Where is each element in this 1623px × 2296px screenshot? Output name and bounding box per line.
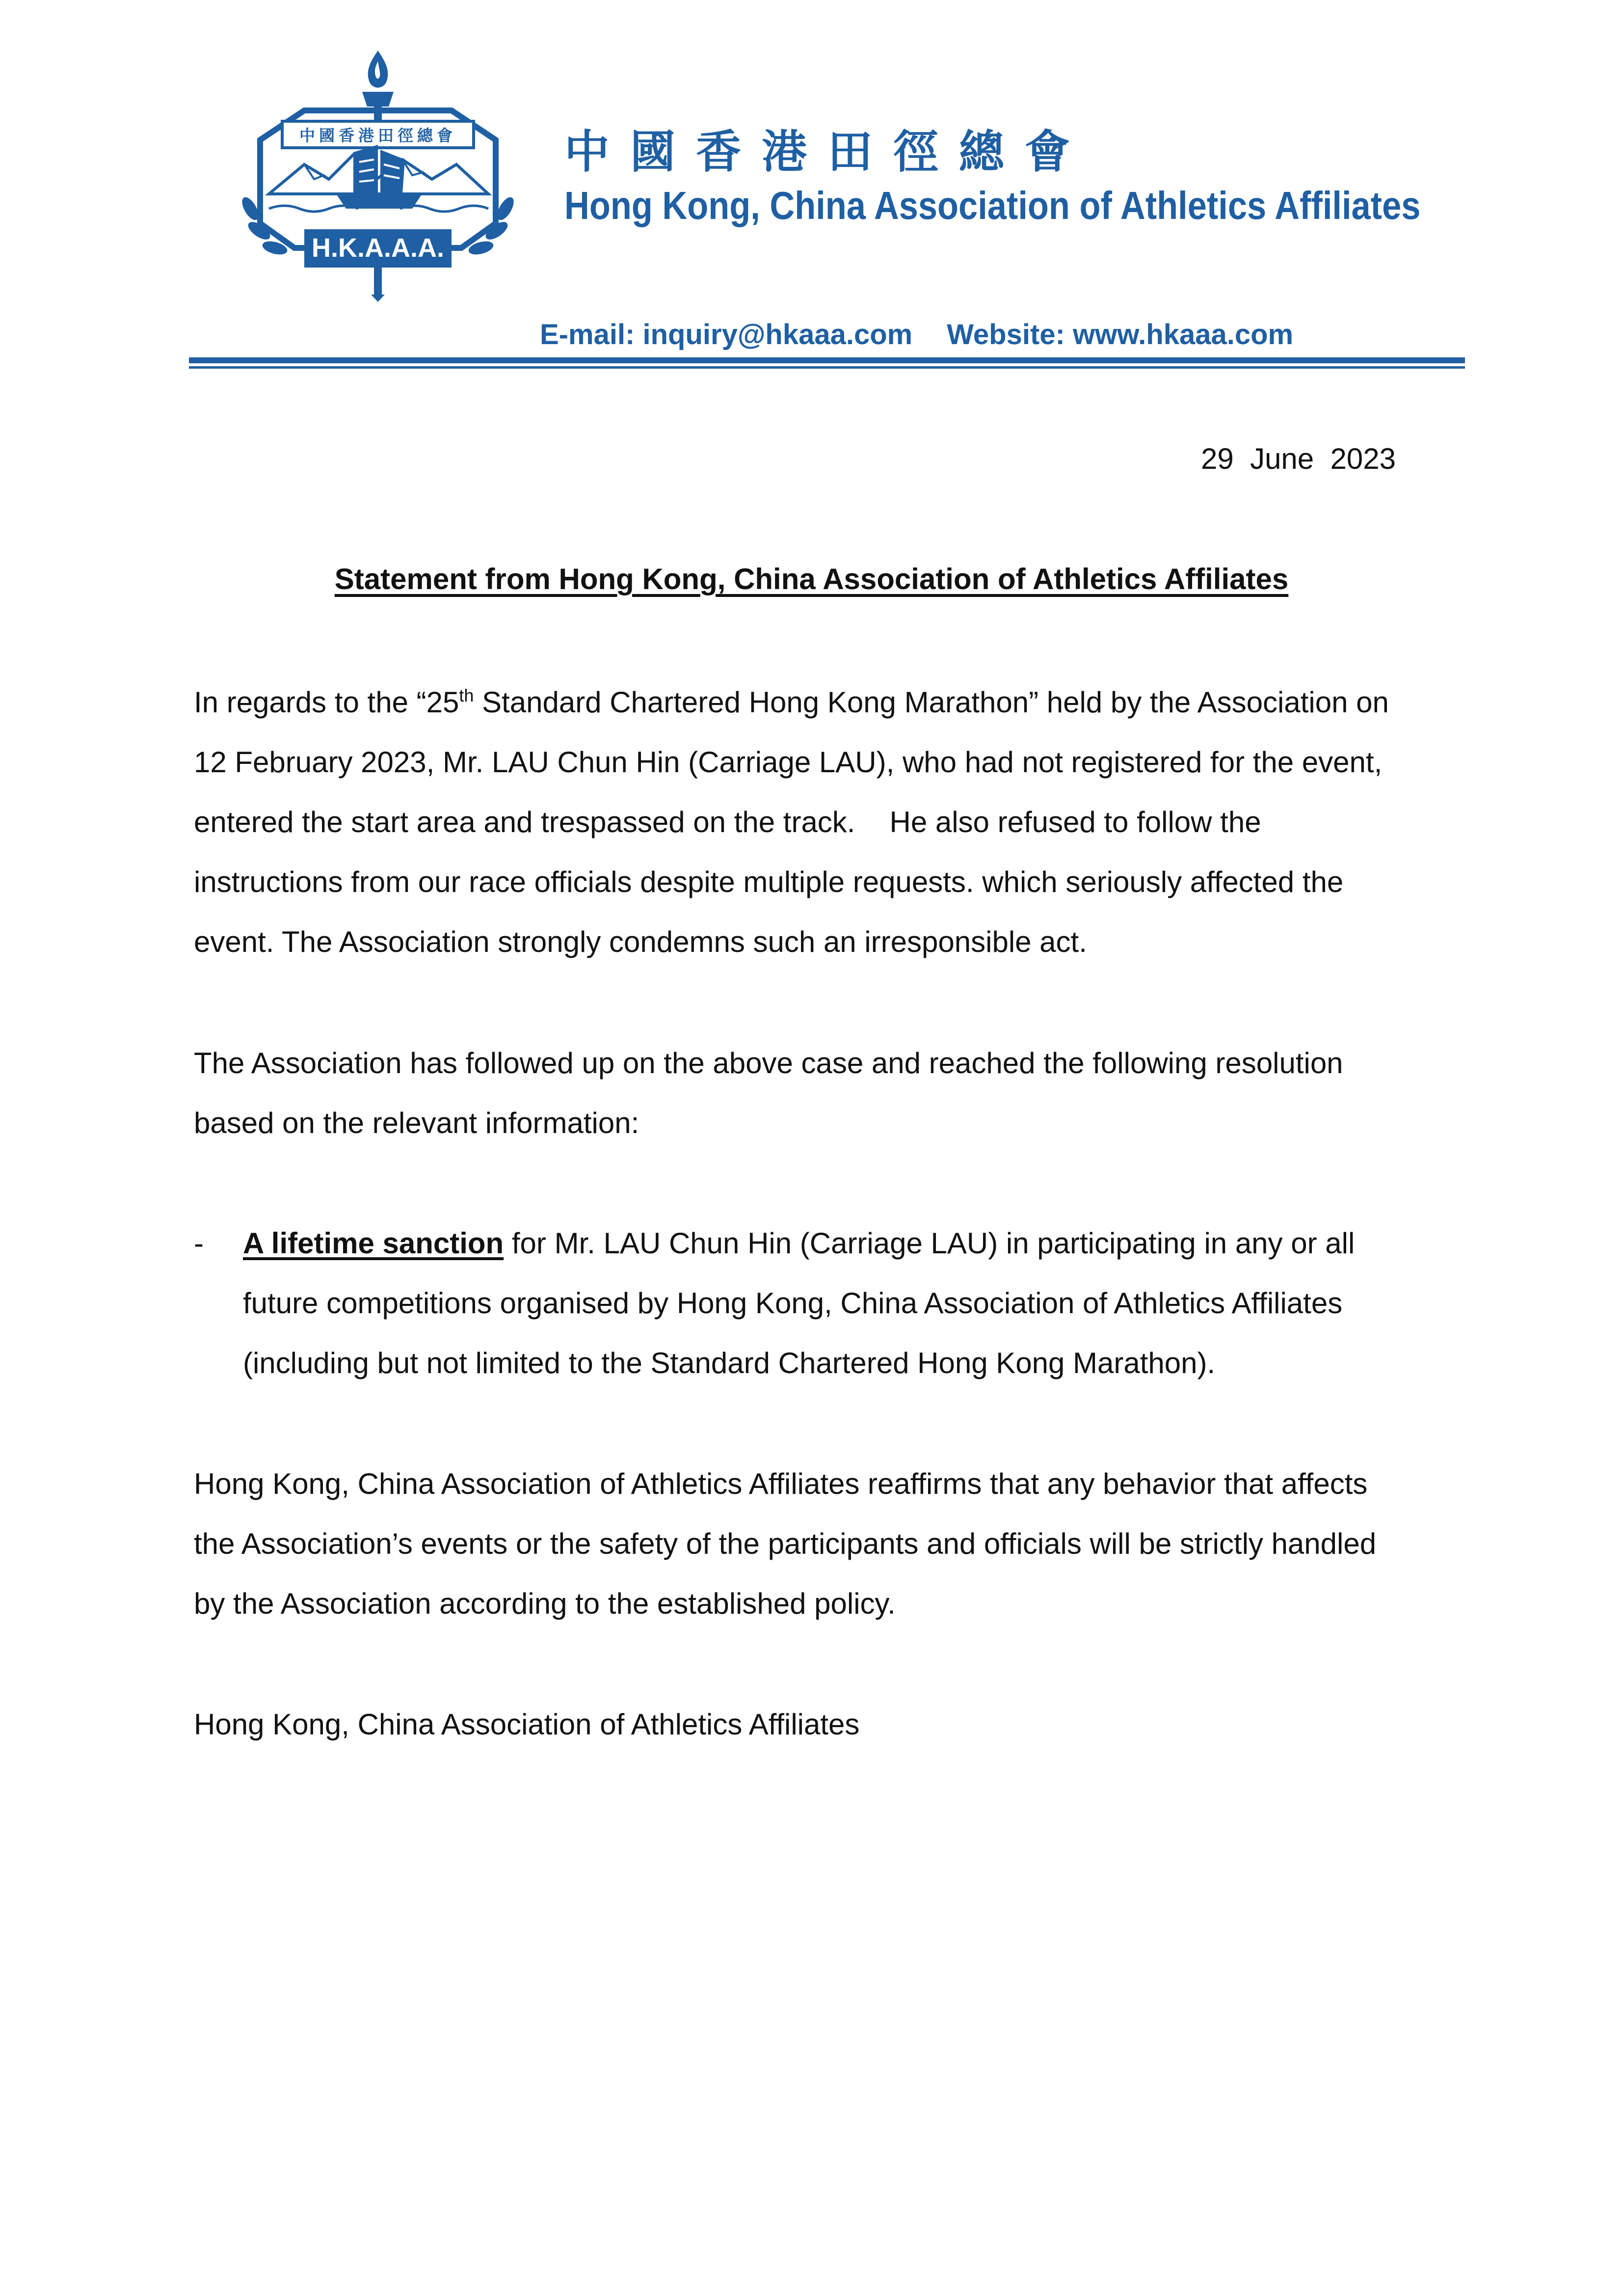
hkaaa-logo-icon <box>231 47 525 302</box>
paragraph-resolution-intro: The Association has followed up on the above case and reached the following resolution based on the relevant information: <box>194 1047 1343 1139</box>
org-name-english: Hong Kong, China Association of Athletics Affiliates <box>564 184 1421 227</box>
ordinal-suffix: th <box>459 685 474 705</box>
sanction-emphasis: A lifetime sanction <box>243 1227 504 1260</box>
badge-abbrev-text: H.K.A.A.A. <box>312 233 444 263</box>
sanction-details: for Mr. LAU Chun Hin (Carriage LAU) in participating in any or all future competitions organised by Hong Kong, China Association of Athletics Affiliates (including but not limited to the Standard Chartered Hong Kong Marathon). <box>243 1227 1355 1379</box>
email-link[interactable]: E-mail: inquiry@hkaaa.com <box>540 319 913 351</box>
paragraph-reaffirmation: Hong Kong, China Association of Athletics Affiliates reaffirms that any behavior that affects the Association’s events or the safety of the participants and officials will be strictly handled by the Association according to the established policy. <box>194 1467 1377 1620</box>
contact-line <box>540 318 1293 351</box>
statement-title: Statement from Hong Kong, China Association of Athletics Affiliates <box>334 563 1289 595</box>
org-name-block <box>564 125 1448 230</box>
resolution-text <box>243 1214 1401 1393</box>
letterhead <box>231 47 1448 302</box>
badge-chinese-text: 中國香港田徑總會 <box>299 126 457 145</box>
header-divider-thick <box>189 357 1465 363</box>
paragraph-incident-part1: In regards to the “25 <box>194 686 459 719</box>
statement-date: 29 June 2023 <box>1200 442 1396 475</box>
list-dash: - <box>194 1227 204 1260</box>
paragraph-incident-part2: Standard Chartered Hong Kong Marathon” held by the Association on 12 February 2023, Mr. LAU Chun Hin (Carriage LAU), who had not registered for the event, entered the start area and trespassed on the track. <box>194 686 1389 838</box>
header-divider-thin <box>189 366 1465 369</box>
signature: Hong Kong, China Association of Athletics Affiliates <box>194 1708 860 1741</box>
website-link[interactable]: Website: www.hkaaa.com <box>947 319 1294 351</box>
paragraph-incident-part3: He also refused to follow the instructions from our race officials despite multiple requests. which seriously affected the event. The Association strongly condemns such an irresponsible act. <box>194 806 1344 958</box>
org-name-chinese: 中國香港田徑總會 <box>564 126 1091 178</box>
paragraph-incident <box>194 673 1401 972</box>
